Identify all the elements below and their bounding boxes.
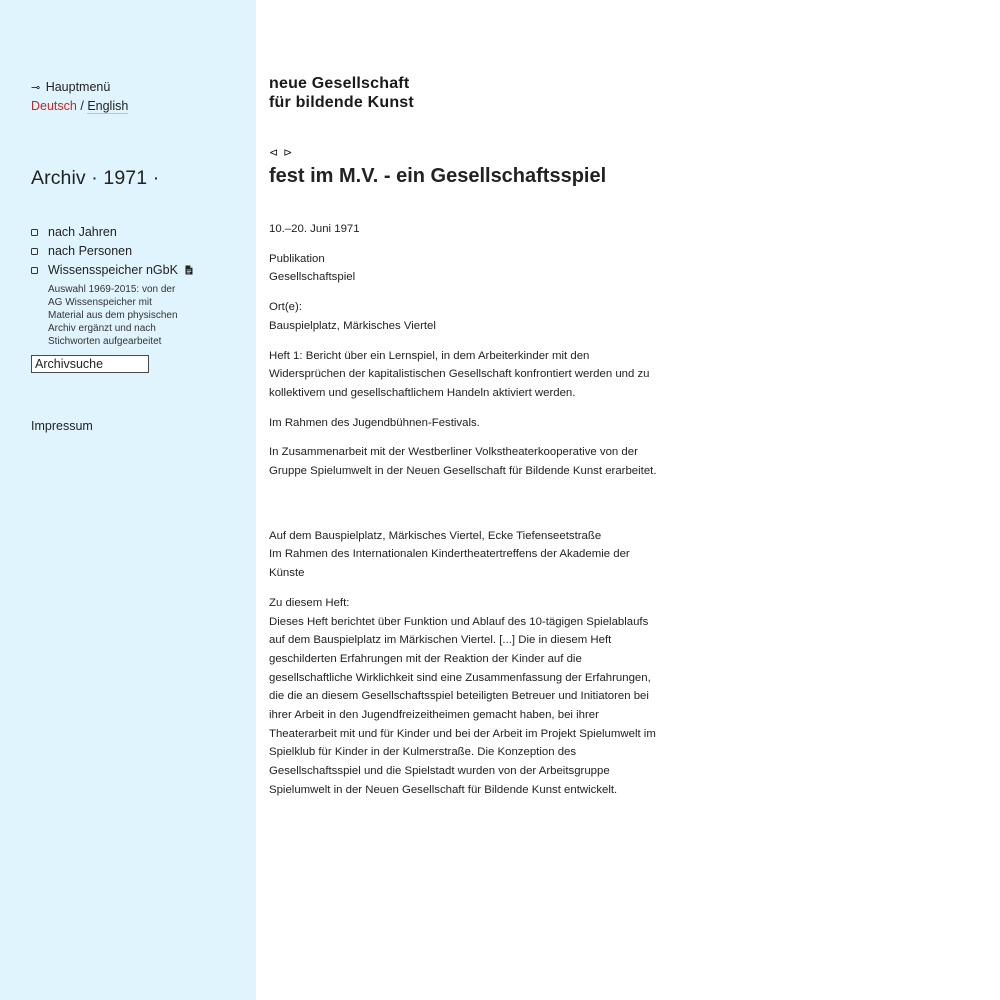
language-deutsch[interactable]: Deutsch [31, 99, 77, 113]
nav-item-label: nach Personen [48, 244, 133, 258]
paragraph-cooperation: In Zusammenarbeit mit der Westberliner Volkstheaterkooperative von der Gruppe Spielumwelt in der Neuen Gesellschaft für Bildende Kunst erarbeitet. [269, 446, 657, 478]
event-date: 10.–20. Juni 1971 [269, 223, 360, 235]
knowledge-description: Auswahl 1969-2015: von der AG Wissenspeicher mit Material aus dem physischen Archiv ergänzt und nach Stichworten aufgearbeitet [48, 284, 178, 347]
nav-item-label: nach Jahren [48, 225, 117, 239]
prev-next-nav [269, 146, 297, 160]
prev-arrow-icon[interactable]: ⊲ [269, 147, 279, 159]
logo-line-2: für bildende Kunst [269, 94, 414, 111]
nav-item-label: Wissensspeicher nGbK [48, 263, 178, 277]
archive-title: Archiv · 1971 · [31, 167, 160, 189]
ngbk-logo[interactable] [269, 74, 469, 112]
language-switcher [31, 98, 128, 114]
archive-nav [31, 223, 231, 348]
archive-search-input[interactable] [31, 355, 149, 373]
publication-label: Publikation [269, 252, 325, 265]
about-block [269, 594, 659, 800]
location-value: Bauspielplatz, Märkisches Viertel [269, 319, 436, 332]
main-menu-label: Hauptmenü [45, 80, 111, 94]
venue-line-1: Auf dem Bauspielplatz, Märkisches Viertel, Ecke Tiefenseetstraße [269, 529, 602, 542]
next-arrow-icon[interactable]: ⊳ [283, 147, 293, 159]
sidebar [0, 0, 256, 1000]
about-label: Zu diesem Heft: [269, 596, 350, 609]
impressum-link[interactable]: Impressum [31, 419, 93, 433]
left-arrow-icon: ⊸ [31, 82, 41, 94]
publication-value: Gesellschaftspiel [269, 271, 356, 284]
paragraph-heft1: Heft 1: Bericht über ein Lernspiel, in dem Arbeiterkinder mit den Widersprüchen der kapitalistischen Gesellschaft konfrontiert werden und zu kollektivem und gesellschaftlichem Handeln aktiviert werden. [269, 349, 650, 399]
logo-line-1: neue Gesellschaft [269, 75, 410, 92]
nav-item-persons[interactable] [31, 242, 231, 261]
location-block [269, 298, 659, 335]
publication-block [269, 250, 659, 287]
event-details [269, 220, 659, 811]
language-english[interactable]: English [87, 99, 129, 113]
checkbox-icon [31, 229, 38, 236]
spacer [269, 492, 659, 527]
venue-line-2: Im Rahmen des Internationalen Kindertheatertreffens der Akademie der Künste [269, 548, 630, 580]
location-label: Ort(e): [269, 301, 302, 314]
page-title: fest im M.V. - ein Gesellschaftsspiel [269, 165, 607, 187]
main-menu-link[interactable] [31, 79, 110, 96]
checkbox-icon [31, 248, 38, 255]
nav-item-knowledge[interactable] [31, 261, 231, 281]
venue-block [269, 527, 659, 583]
document-icon [185, 262, 193, 281]
nav-item-years[interactable] [31, 223, 231, 242]
about-text: Dieses Heft berichtet über Funktion und Ablauf des 10-tägigen Spielablaufs auf dem Bauspielplatz im Märkischen Viertel. [...] Die in diesem Heft geschilderten Erfahrungen mit der Reaktion der Kinder auf die gesellschaftliche Wirklichkeit sind eine Zusammenfassung der Erfahrungen, die die an diesem Gesellschaftsspiel beteiligten Betreuer und Initiatoren bei ihrer Arbeit in den Jugendfreizeitheimen gemacht haben, bei ihrer Theaterarbeit mit und für Kinder und bei der Arbeit im Projekt Spielumwelt im Spielklub für Kinder in der Kulmerstraße. Die Konzeption des Gesellschaftsspiel und die Spielstadt wurden von der Arbeitsgruppe Spielumwelt in der Neuen Gesellschaft für Bildende Kunst entwickelt. [269, 615, 656, 796]
paragraph-festival: Im Rahmen des Jugendbühnen-Festivals. [269, 416, 480, 429]
language-separator: / [80, 99, 84, 113]
checkbox-icon [31, 267, 38, 274]
